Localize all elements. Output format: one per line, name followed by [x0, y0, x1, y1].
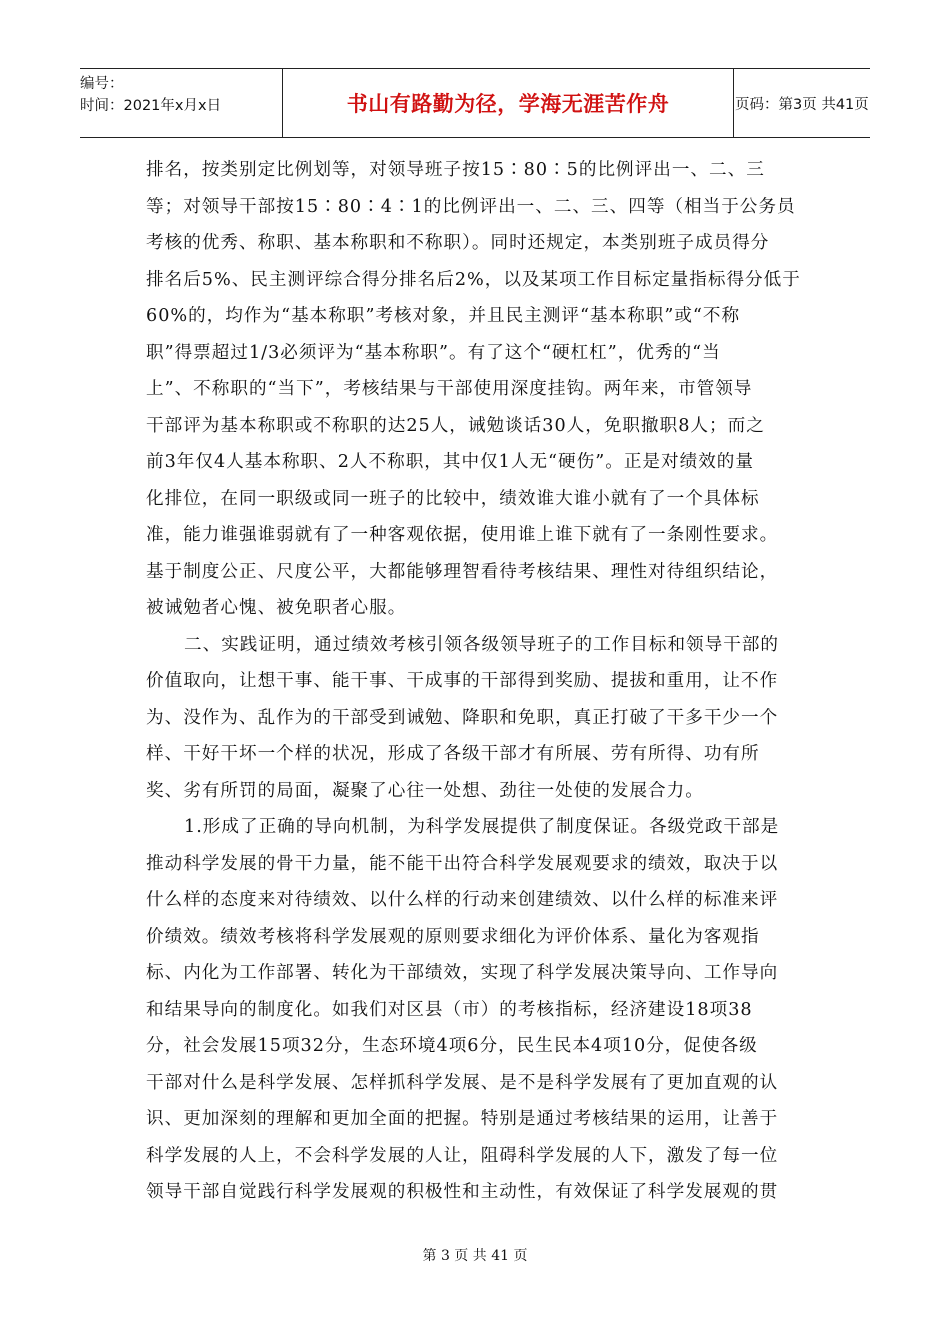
doc-date-label: 时间：2021年x月x日 [80, 98, 222, 114]
text-line: 科学发展的人上，不会科学发展的人让，阻碍科学发展的人下，激发了每一位 [146, 1145, 779, 1166]
header-info [80, 69, 280, 137]
header-page-number: 页码：第3页 共41页 [735, 96, 869, 113]
text-line: 前3年仅4人基本称职、2人不称职，其中仅1人无“硬伤”。正是对绩效的量 [146, 452, 754, 472]
text-line: 职”得票超过1/3必须评为“基本称职”。有了这个“硬杠杠”，优秀的“当 [146, 342, 721, 363]
text-line: 推动科学发展的骨干力量，能不能干出符合科学发展观要求的绩效，取决于以 [146, 853, 779, 874]
paragraph-start-line: 二、实践证明，通过绩效考核引领各级领导班子的工作目标和领导干部的 [184, 634, 780, 655]
text-line: 标、内化为工作部署、转化为干部绩效，实现了科学发展决策导向、工作导向 [146, 963, 779, 983]
text-line: 化排位，在同一职级或同一班子的比较中，绩效谁大谁小就有了一个具体标 [146, 488, 760, 509]
text-line: 识、更加深刻的理解和更加全面的把握。特别是通过考核结果的运用，让善于 [146, 1109, 779, 1129]
page-footer: 第 3 页 共 41 页 [422, 1248, 528, 1264]
text-line: 干部对什么是科学发展、怎样抓科学发展、是不是科学发展有了更加直观的认 [146, 1072, 779, 1093]
text-line: 分，社会发展15项32分，生态环境4项6分，民生民本4项10分，促使各级 [146, 1036, 758, 1056]
paragraph-start-line: 1.形成了正确的导向机制，为科学发展提供了制度保证。各级党政干部是 [184, 817, 780, 837]
text-line: 奖、劣有所罚的局面，凝聚了心往一处想、劲往一处使的发展合力。 [146, 780, 704, 801]
text-line: 被诫勉者心愧、被免职者心服。 [146, 598, 407, 618]
text-line: 排名，按类别定比例划等，对领导班子按15∶80∶5的比例评出一、二、三 [146, 160, 765, 180]
text-line: 价绩效。绩效考核将科学发展观的原则要求细化为评价体系、量化为客观指 [146, 926, 760, 947]
text-line: 基于制度公正、尺度公平，大都能够理智看待考核结果、理性对待组织结论， [146, 561, 779, 582]
text-line: 领导干部自觉践行科学发展观的积极性和主动性，有效保证了科学发展观的贯 [146, 1182, 779, 1202]
page-header [80, 68, 870, 138]
header-motto-cell [282, 69, 734, 137]
header-motto: 书山有路勤为径，学海无涯苦作舟 [346, 92, 670, 116]
text-line: 什么样的态度来对待绩效、以什么样的行动来创建绩效、以什么样的标准来评 [146, 890, 779, 910]
text-line: 和结果导向的制度化。如我们对区县（市）的考核指标，经济建设18项38 [146, 999, 753, 1020]
doc-number-label: 编号： [80, 76, 124, 92]
text-line: 考核的优秀、称职、基本称职和不称职）。同时还规定，本类别班子成员得分 [146, 233, 770, 253]
text-line: 样、干好干坏一个样的状况，形成了各级干部才有所展、劳有所得、功有所 [146, 744, 760, 764]
text-line: 价值取向，让想干事、能干事、干成事的干部得到奖励、提拔和重用，让不作 [146, 671, 779, 691]
text-line: 为、没作为、乱作为的干部受到诫勉、降职和免职，真正打破了干多干少一个 [146, 707, 779, 728]
text-line: 等；对领导干部按15∶80∶4∶1的比例评出一、二、三、四等（相当于公务员 [146, 196, 796, 217]
text-line: 排名后5%、民主测评综合得分排名后2%，以及某项工作目标定量指标得分低于 [146, 269, 801, 290]
text-line: 干部评为基本称职或不称职的达25人，诫勉谈话30人，免职撤职8人；而之 [146, 415, 765, 436]
text-line: 准，能力谁强谁弱就有了一种客观依据，使用谁上谁下就有了一条刚性要求。 [146, 525, 779, 545]
text-line: 上”、不称职的“当下”，考核结果与干部使用深度挂钩。两年来，市管领导 [146, 379, 753, 399]
document-body [146, 152, 806, 1211]
text-line: 60%的，均作为“基本称职”考核对象，并且民主测评“基本称职”或“不称 [146, 306, 741, 326]
